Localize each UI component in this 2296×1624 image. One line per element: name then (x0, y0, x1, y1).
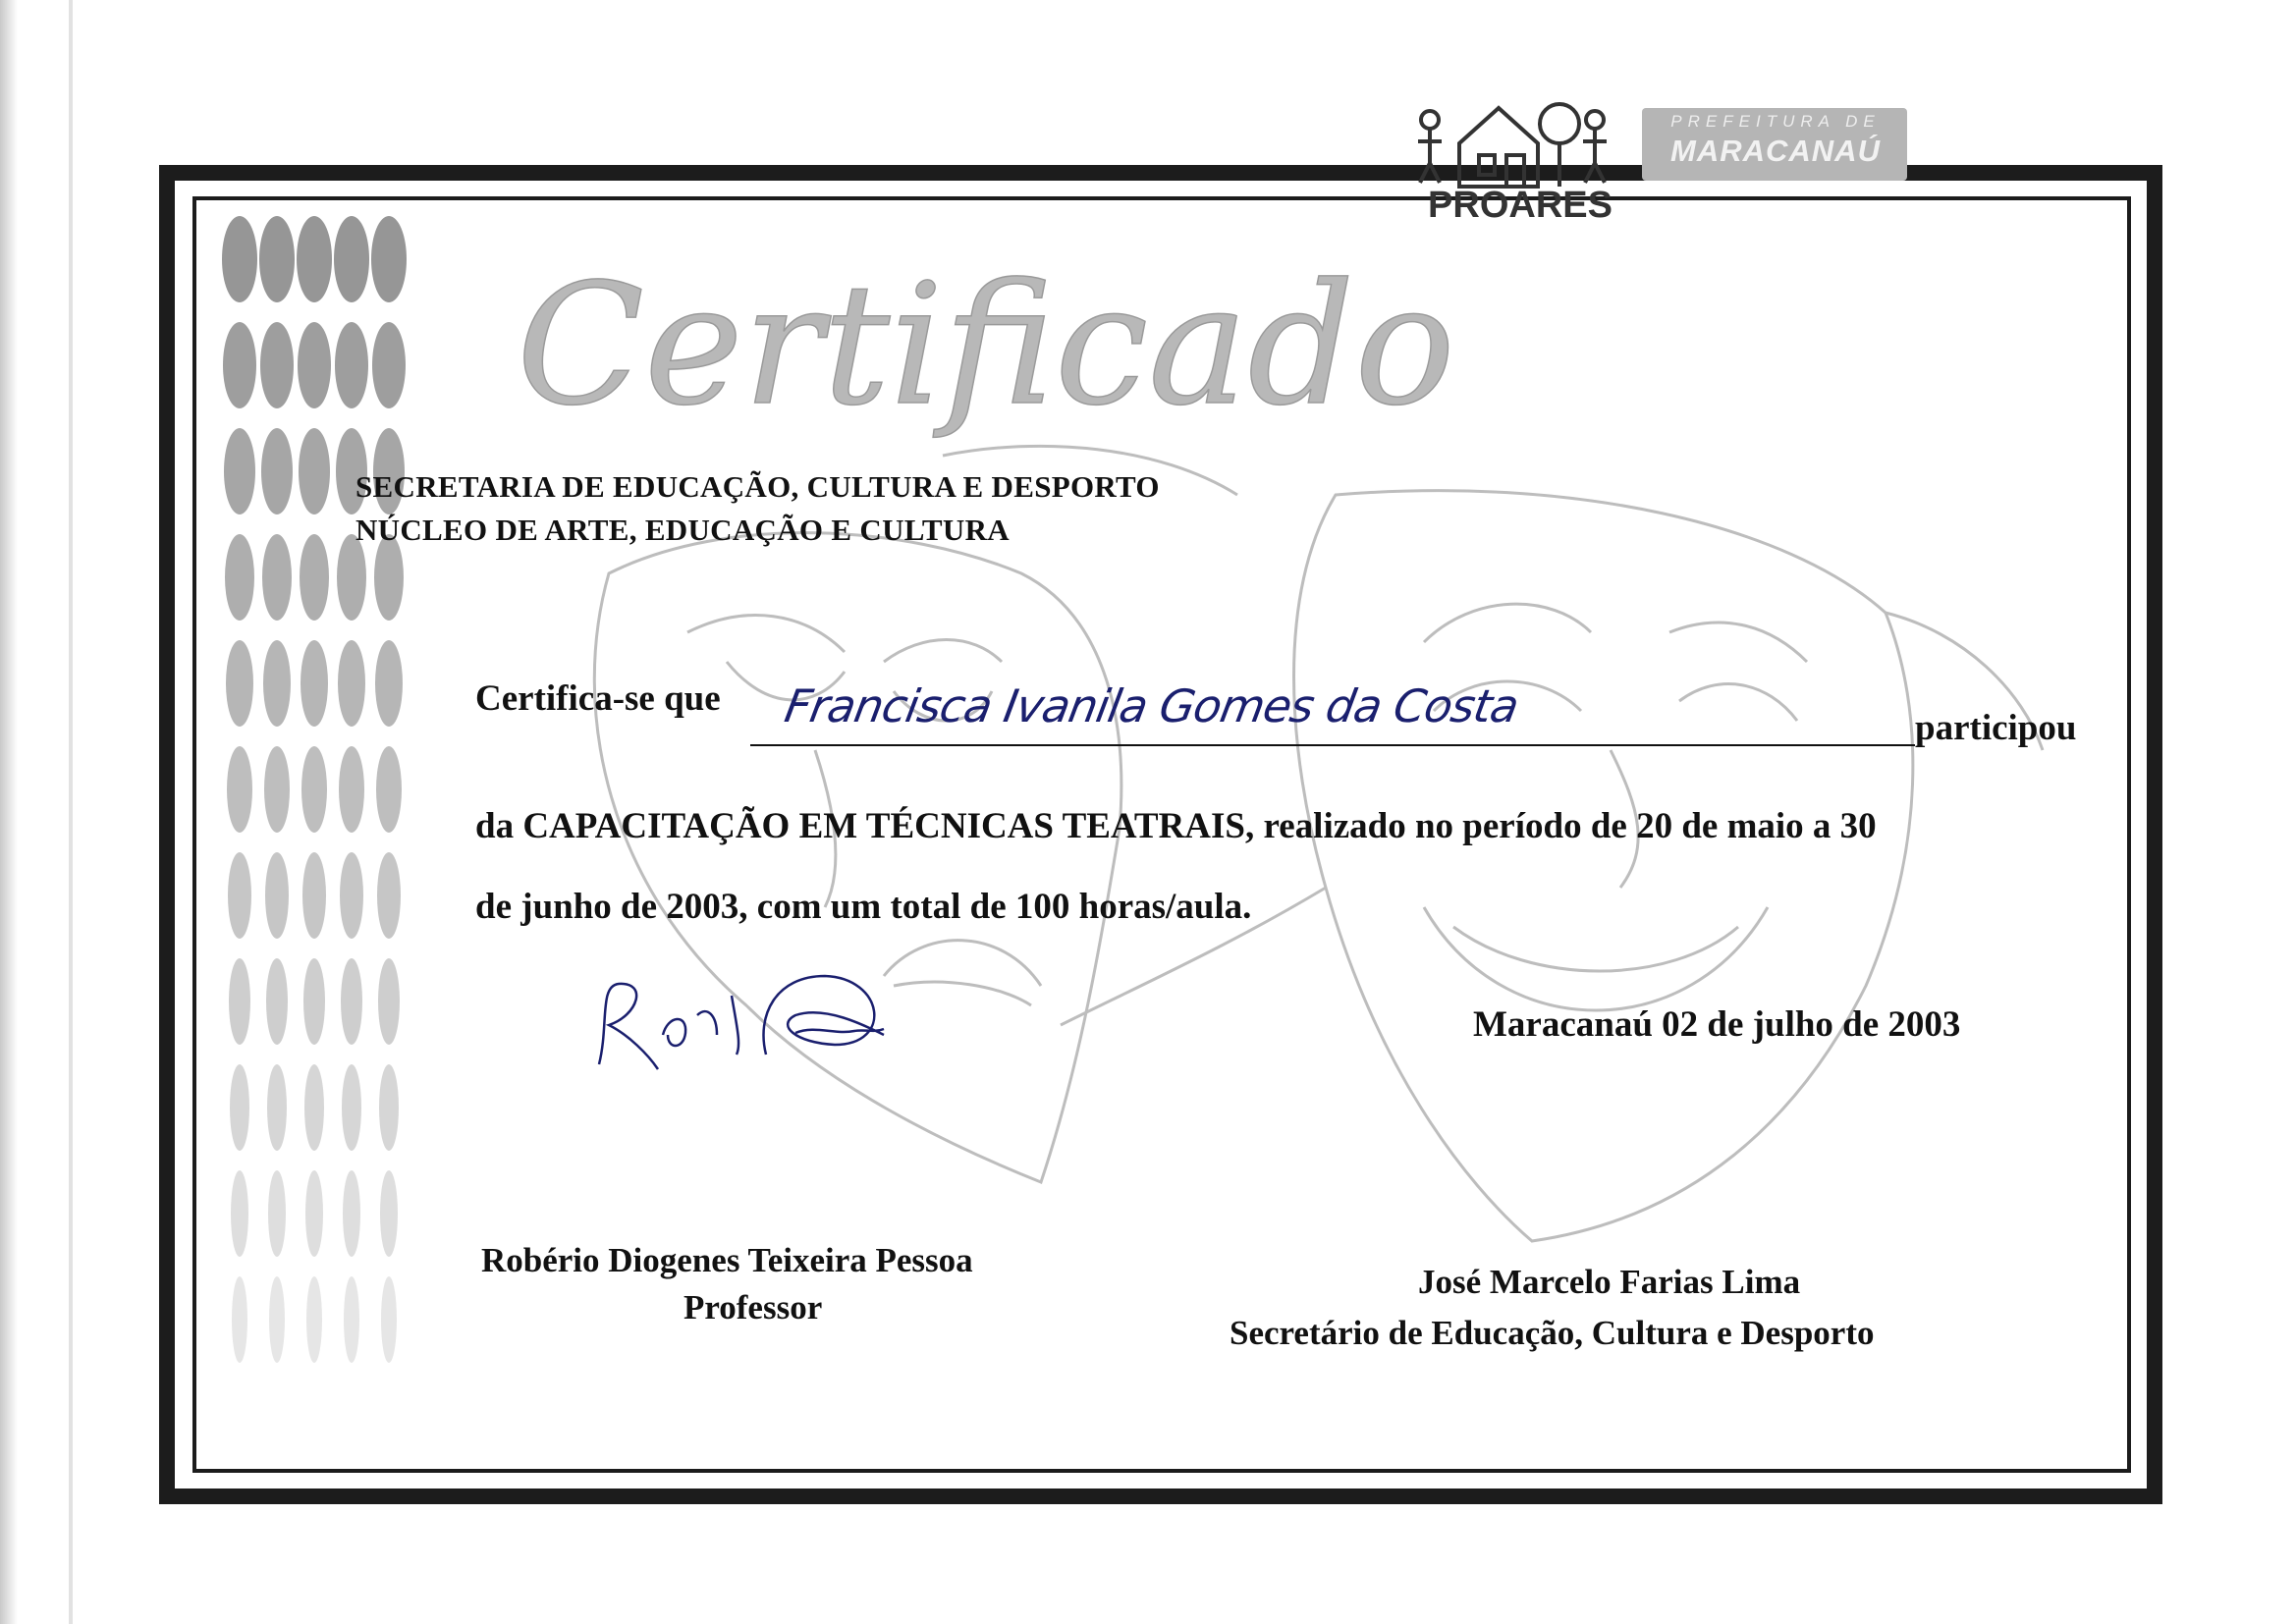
body-line-3: de junho de 2003, com um total de 100 horas/aula. (475, 887, 1252, 927)
place-and-date: Maracanaú 02 de julho de 2003 (1473, 1004, 1961, 1045)
recipient-name-underline (750, 744, 1915, 746)
signatory-1-role: Professor (683, 1288, 823, 1326)
recipient-name: Francisca Ivanila Gomes da Costa (781, 679, 1523, 732)
svg-text:Certificado: Certificado (517, 248, 1455, 443)
prefeitura-logo-main: MARACANAÚ (1670, 134, 1881, 168)
body-line-2: da CAPACITAÇÃO EM TÉCNICAS TEATRAIS, realizado no período de 20 de maio a 30 (475, 806, 1877, 846)
proares-logo-text: PROARES (1428, 185, 1613, 226)
prefeitura-logo-top: PREFEITURA DE (1670, 112, 1881, 131)
signatory-1-name: Robério Diogenes Teixeira Pessoa (481, 1241, 973, 1279)
handwritten-signature (570, 956, 903, 1084)
department-line-2: NÚCLEO DE ARTE, EDUCAÇÃO E CULTURA (355, 513, 1010, 547)
scan-edge-shadow (0, 0, 18, 1624)
certifica-intro: Certifica-se que (475, 678, 721, 719)
certificate-title (507, 196, 1455, 452)
signatory-2-name: José Marcelo Farias Lima (1418, 1263, 1801, 1301)
signatory-2-role: Secretário de Educação, Cultura e Desporto (1230, 1314, 1875, 1352)
participou-text: participou (1915, 708, 2077, 748)
department-line-1: SECRETARIA DE EDUCAÇÃO, CULTURA E DESPORTO (355, 469, 1160, 504)
scan-fold-line (69, 0, 73, 1624)
proares-logo-graphic (1391, 94, 1626, 192)
